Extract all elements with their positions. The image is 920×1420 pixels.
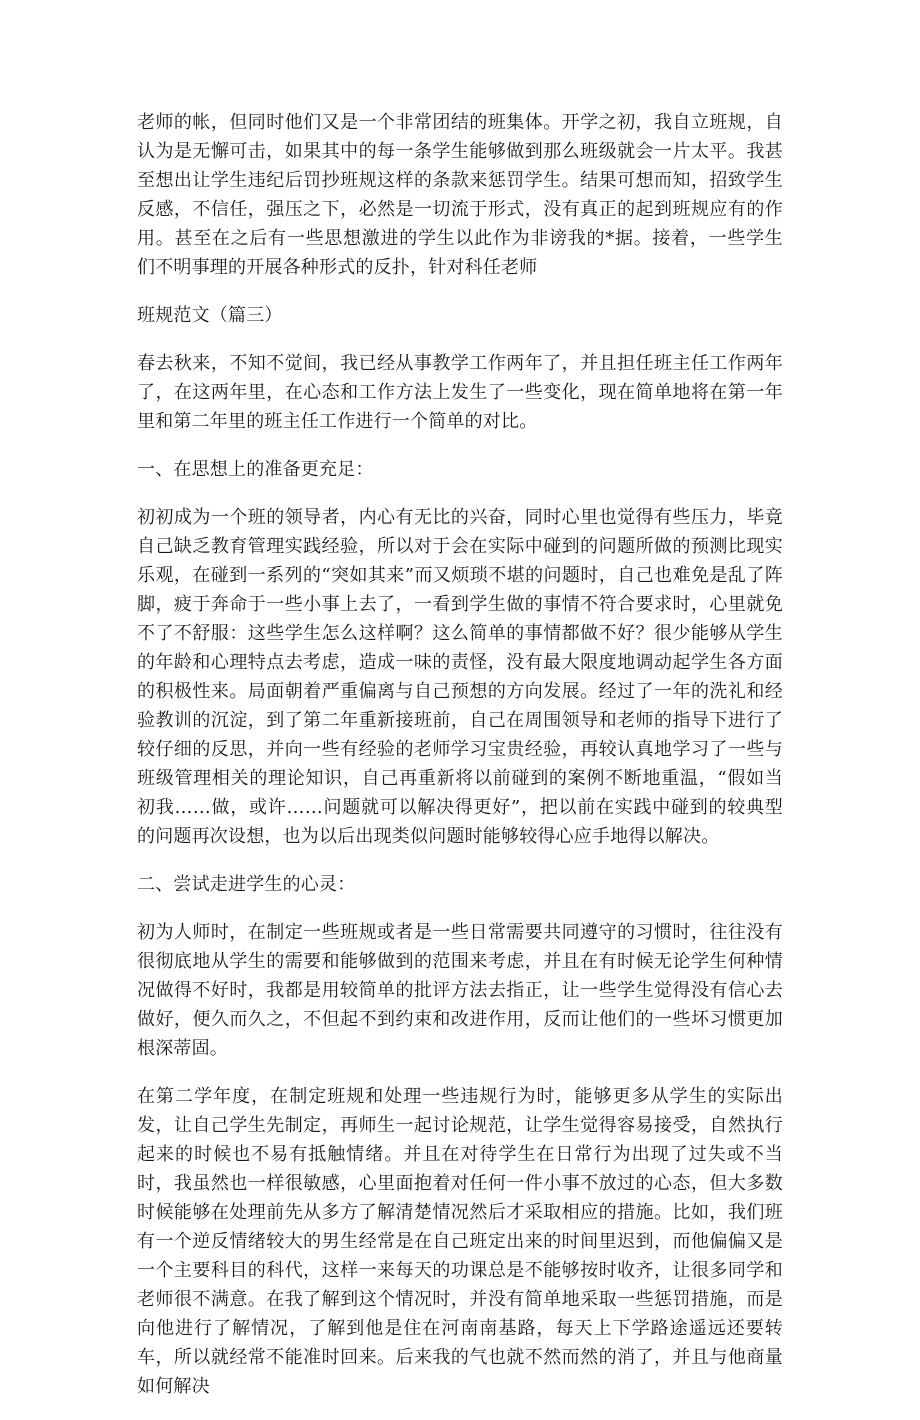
paragraph-first-year: 初为人师时，在制定一些班规或者是一些日常需要共同遵守的习惯时，往往没有很彻底地从学生的需要和能够做到的范围来考虑，并且在有时候无论学生何种情况做得不好时，我都是用较简单的批评方法去指正，让一些学生觉得没有信心去做好，便久而久之，不但起不到约束和改进作用，反而让他们的一些坏习惯更加根深蒂固。 — [137, 922, 783, 1059]
paragraph-thought-preparation: 初初成为一个班的领导者，内心有无比的兴奋，同时心里也觉得有些压力，毕竟自己缺乏教育管理实践经验，所以对于会在实际中碰到的问题所做的预测比现实乐观，在碰到一系列的“突如其来”而又烦琐不堪的问题时，自己也难免是乱了阵脚，疲于奔命于一些小事上去了，一看到学生做的事情不符合要求时，心里就免不了不舒服：这些学生怎么这样啊？这么简单的事情都做不好？很少能够从学生的年龄和心理特点去考虑，造成一味的责怪，没有最大限度地调动起学生各方面的积极性来。局面朝着严重偏离与自己预想的方向发展。经过了一年的洗礼和经验教训的沉淀，到了第二年重新接班前，自己在周围领导和老师的指导下进行了较仔细的反思，并向一些有经验的老师学习宝贵经验，再较认真地学习了一些与班级管理相关的理论知识，自己再重新将以前碰到的案例不断地重温，“假如当初我……做，或许……问题就可以解决得更好”，把以前在实践中碰到的较典型的问题再次设想，也为以后出现类似问题时能够较得心应手地得以解决。 — [137, 507, 783, 847]
paragraph-intro: 老师的帐，但同时他们又是一个非常团结的班集体。开学之初，我自立班规，自认为是无懈可击，如果其中的每一条学生能够做到那么班级就会一片太平。我甚至想出让学生违纪后罚抄班规这样的条款来惩罚学生。结果可想而知，招致学生反感，不信任，强压之下，必然是一切流于形式，没有真正的起到班规应有的作用。甚至在之后有一些思想激进的学生以此作为非谤我的*据。接着，一些学生们不明事理的开展各种形式的反扑，针对科任老师 — [137, 112, 783, 278]
paragraph-opening: 春去秋来，不知不觉间，我已经从事教学工作两年了，并且担任班主任工作两年了，在这两年里，在心态和工作方法上发生了一些变化，现在简单地将在第一年里和第二年里的班主任工作进行一个简单的对比。 — [137, 353, 783, 432]
subheading-1: 一、在思想上的准备更充足： — [137, 459, 374, 480]
document-body — [137, 108, 783, 1420]
paragraph-second-year: 在第二学年度，在制定班规和处理一些违规行为时，能够更多从学生的实际出发，让自己学生先制定，再师生一起讨论规范，让学生觉得容易接受，自然执行起来的时候也不易有抵触情绪。并且在对待学生在日常行为出现了过失或不当时，我虽然也一样很敏感，心里面抱着对任何一件小事不放过的心态，但大多数时候能够在处理前先从多方了解清楚情况然后才采取相应的措施。比如，我们班有一个逆反情绪较大的男生经常是在自己班定出来的时间里迟到，而他偏偏又是一个主要科目的科代，这样一来每天的功课总是不能够按时收齐，让很多同学和老师很不满意。在我了解到这个情况时，并没有简单地采取一些惩罚措施，而是向他进行了解情况，了解到他是住在河南南基路，每天上下学路途遥远还要转车，所以就经常不能准时回来。后来我的气也就不然而然的消了，并且与他商量如何解决 — [137, 1086, 783, 1397]
section-title: 班规范文（篇三） — [137, 305, 283, 326]
subheading-2: 二、尝试走进学生的心灵： — [137, 874, 356, 895]
